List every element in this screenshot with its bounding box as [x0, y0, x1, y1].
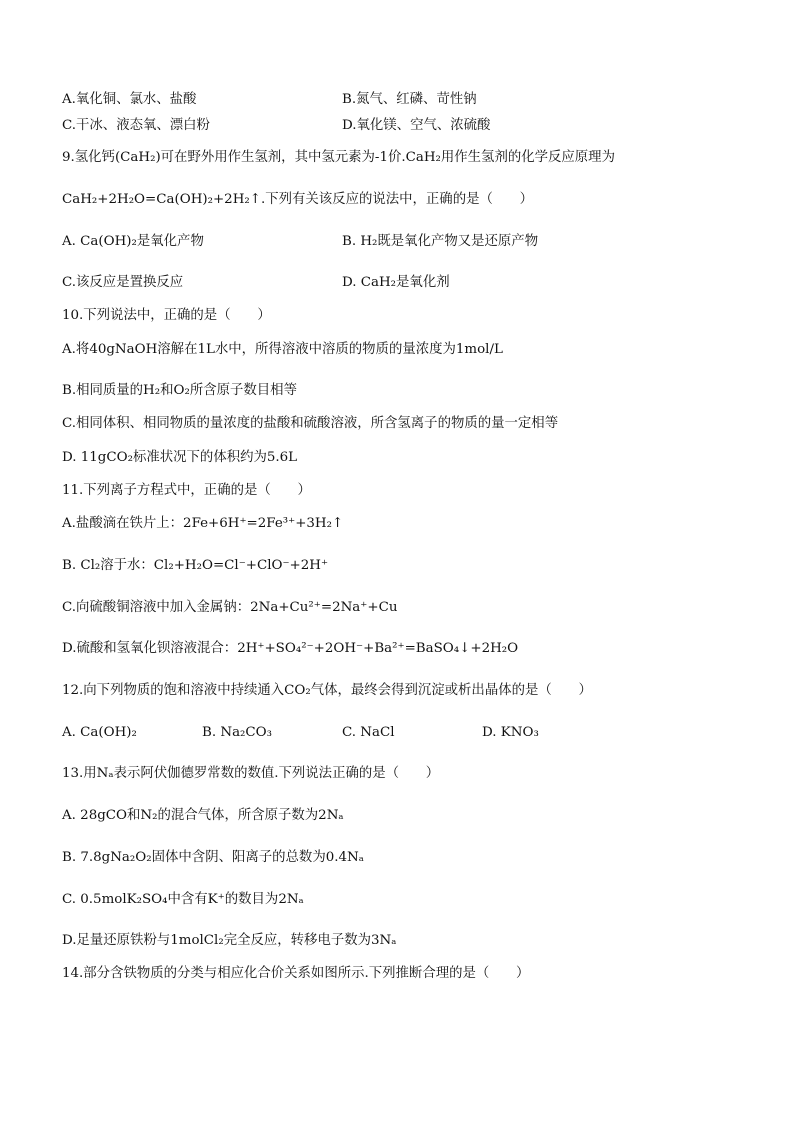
q9-stem-line-1: 9.氢化钙(CaH₂)可在野外用作生氢剂，其中氢元素为-1价.CaH₂用作生氢剂的化学反应原理为	[62, 150, 615, 165]
q10-option-a: A.将40gNaOH溶解在1L水中，所得溶液中溶质的物质的量浓度为1mol/L	[62, 342, 503, 357]
q12-option-c: C. NaCl	[342, 725, 395, 740]
q11-option-a: A.盐酸滴在铁片上：2Fe+6H⁺=2Fe³⁺+3H₂↑	[62, 516, 344, 531]
q9-option-a: A. Ca(OH)₂是氧化产物	[62, 234, 204, 249]
q13-option-d: D.足量还原铁粉与1molCl₂完全反应，转移电子数为3Nₐ	[62, 933, 397, 948]
q9-option-c: C.该反应是置换反应	[62, 275, 184, 290]
q10-option-c: C.相同体积、相同物质的量浓度的盐酸和硫酸溶液，所含氢离子的物质的量一定相等	[62, 416, 559, 431]
q12-option-b: B. Na₂CO₃	[202, 725, 273, 740]
q9-option-d: D. CaH₂是氧化剂	[342, 275, 450, 290]
q13-option-b: B. 7.8gNa₂O₂固体中含阴、阳离子的总数为0.4Nₐ	[62, 850, 364, 865]
q9-option-b: B. H₂既是氧化产物又是还原产物	[342, 234, 539, 249]
q11-option-d: D.硫酸和氢氧化钡溶液混合：2H⁺+SO₄²⁻+2OH⁻+Ba²⁺=BaSO₄↓+2H₂O	[62, 641, 519, 656]
q8-option-c: C.干冰、液态氧、漂白粉	[62, 118, 210, 133]
q8-option-d: D.氧化镁、空气、浓硫酸	[342, 118, 491, 133]
q10-option-d: D. 11gCO₂标准状况下的体积约为5.6L	[62, 450, 298, 465]
q11-option-c: C.向硫酸铜溶液中加入金属钠：2Na+Cu²⁺=2Na⁺+Cu	[62, 600, 398, 615]
q13-stem: 13.用Nₐ表示阿伏伽德罗常数的数值.下列说法正确的是（ ）	[62, 766, 440, 781]
q13-option-a: A. 28gCO和N₂的混合气体，所含原子数为2Nₐ	[62, 808, 344, 823]
q13-option-c: C. 0.5molK₂SO₄中含有K⁺的数目为2Nₐ	[62, 892, 304, 907]
q9-stem-line-2: CaH₂+2H₂O=Ca(OH)₂+2H₂↑.下列有关该反应的说法中，正确的是（ ）	[62, 192, 534, 207]
q11-stem: 11.下列离子方程式中，正确的是（ ）	[62, 483, 311, 498]
q8-option-b: B.氮气、红磷、苛性钠	[342, 92, 477, 107]
q12-option-d: D. KNO₃	[482, 725, 539, 740]
q12-stem: 12.向下列物质的饱和溶液中持续通入CO₂气体，最终会得到沉淀或析出晶体的是（ ）	[62, 683, 592, 698]
q8-option-a: A.氧化铜、氯水、盐酸	[62, 92, 197, 107]
q10-stem: 10.下列说法中，正确的是（ ）	[62, 308, 271, 323]
q12-option-a: A. Ca(OH)₂	[62, 725, 137, 740]
q11-option-b: B. Cl₂溶于水：Cl₂+H₂O=Cl⁻+ClO⁻+2H⁺	[62, 558, 329, 573]
q14-stem: 14.部分含铁物质的分类与相应化合价关系如图所示.下列推断合理的是（ ）	[62, 966, 530, 981]
q10-option-b: B.相同质量的H₂和O₂所含原子数目相等	[62, 383, 297, 398]
